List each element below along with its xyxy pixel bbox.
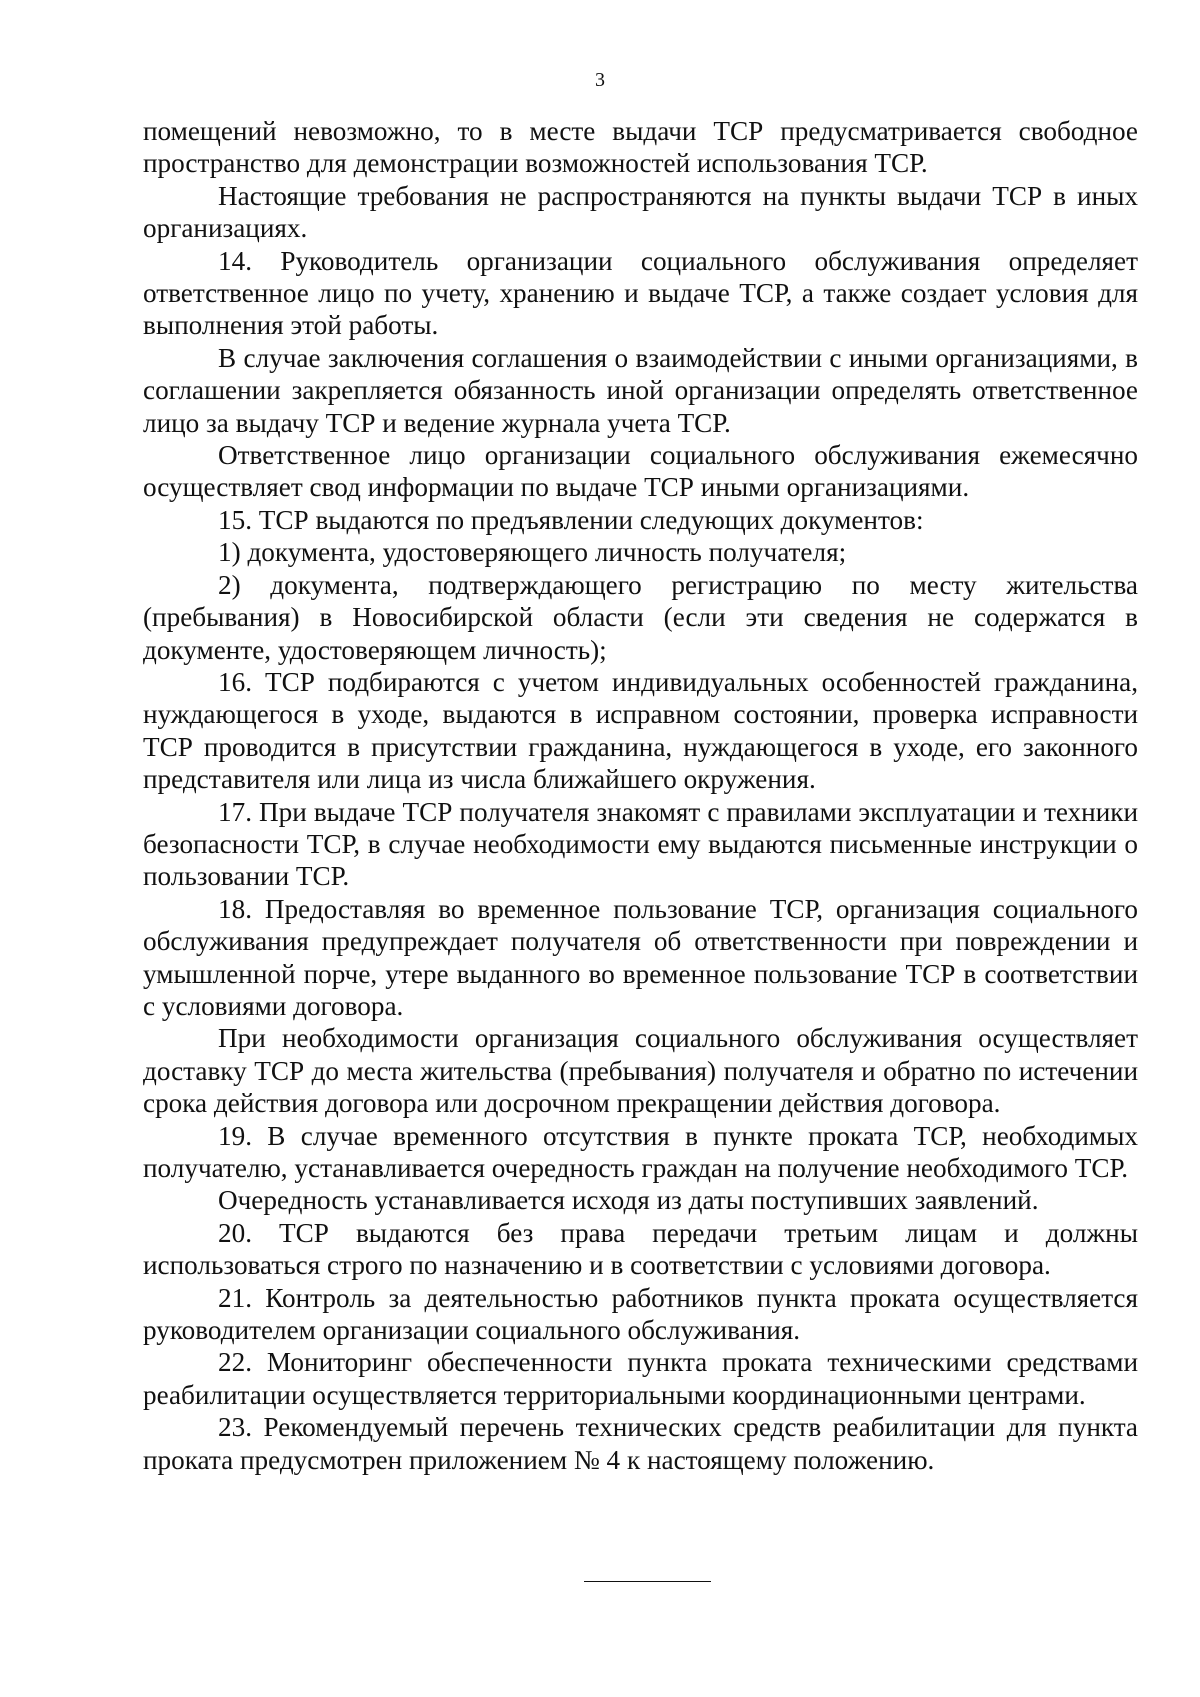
paragraph-item-21: 21. Контроль за деятельностью работников пункта проката осуществляется руководителем организации социального обслуживания.	[143, 1282, 1138, 1346]
page-number: 3	[595, 69, 605, 91]
paragraph-item-18: 18. Предоставляя во временное пользование ТСР, организация социального обслуживания предупреждает получателя об ответственности при повреждении и умышленной порче, утере выданного во временное пользование ТСР в соответствии с условиями договора.	[143, 893, 1138, 1021]
document-body	[143, 115, 1138, 1476]
paragraph-item-14: 14. Руководитель организации социального обслуживания определяет ответственное лицо по учету, хранению и выдаче ТСР, а также создает условия для выполнения этой работы.	[143, 245, 1138, 341]
paragraph: При необходимости организация социального обслуживания осуществляет доставку ТСР до места жительства (пребывания) получателя и обратно по истечении срока действия договора или досрочном прекращении действия договора.	[143, 1023, 1138, 1119]
paragraph: В случае заключения соглашения о взаимодействии с иными организациями, в соглашении закрепляется обязанность иной организации определять ответственное лицо за выдачу ТСР и ведение журнала учета ТСР.	[143, 342, 1138, 438]
paragraph: Ответственное лицо организации социального обслуживания ежемесячно осуществляет свод информации по выдаче ТСР иными организациями.	[143, 440, 1138, 503]
paragraph-item-17: 17. При выдаче ТСР получателя знакомят с правилами эксплуатации и техники безопасности ТСР, в случае необходимости ему выдаются письменные инструкции о пользовании ТСР.	[143, 796, 1138, 892]
paragraph-continuation: помещений невозможно, то в месте выдачи ТСР предусматривается свободное пространство для демонстрации возможностей использования ТСР.	[143, 116, 1138, 179]
paragraph-item-23: 23. Рекомендуемый перечень технических средств реабилитации для пункта проката предусмотрен приложением № 4 к настоящему положению.	[143, 1412, 1138, 1475]
list-item: 1) документа, удостоверяющего личность получателя;	[218, 537, 847, 568]
paragraph-item-15: 15. ТСР выдаются по предъявлении следующих документов:	[218, 504, 924, 535]
list-item: 2) документа, подтверждающего регистрацию по месту жительства (пребывания) в Новосибирской области (если эти сведения не содержатся в документе, удостоверяющем личность);	[143, 569, 1138, 665]
paragraph: Очередность устанавливается исходя из даты поступивших заявлений.	[218, 1185, 1039, 1216]
paragraph-item-22: 22. Мониторинг обеспеченности пункта проката техническими средствами реабилитации осуществляется территориальными координационными центрами.	[143, 1347, 1138, 1410]
paragraph-item-16: 16. ТСР подбираются с учетом индивидуальных особенностей гражданина, нуждающегося в уходе, выдаются в исправном состоянии, проверка исправности ТСР проводится в присутствии гражданина, нуждающегося в уходе, его законного представителя или лица из числа ближайшего окружения.	[143, 666, 1138, 795]
paragraph-item-20: 20. ТСР выдаются без права передачи третьим лицам и должны использоваться строго по назначению и в соответствии с условиями договора.	[143, 1217, 1138, 1281]
end-divider	[584, 1581, 711, 1582]
paragraph: Настоящие требования не распространяются на пункты выдачи ТСР в иных организациях.	[143, 180, 1138, 244]
paragraph-item-19: 19. В случае временного отсутствия в пункте проката ТСР, необходимых получателю, устанавливается очередность граждан на получение необходимого ТСР.	[143, 1120, 1138, 1183]
